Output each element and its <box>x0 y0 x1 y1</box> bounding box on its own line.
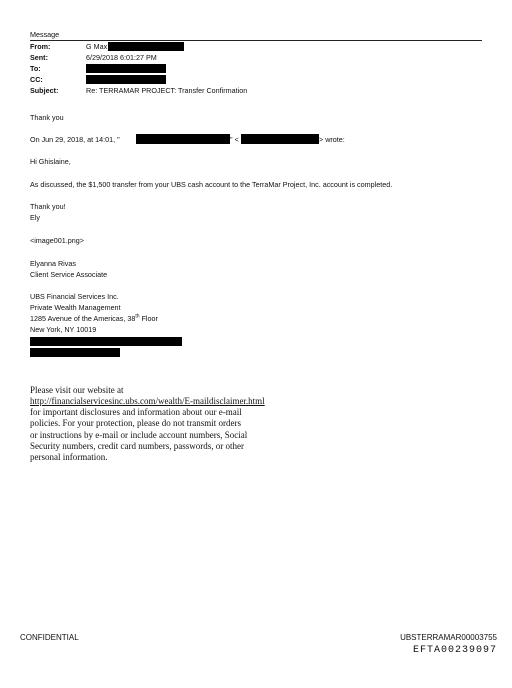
address-line-3-main: 1285 Avenue of the Americas, 38 <box>30 314 136 323</box>
sent-value: 6/29/2018 6:01:27 PM <box>86 53 157 62</box>
address-line-3 <box>30 314 158 323</box>
address-line-3-end: Floor <box>139 314 158 323</box>
quote-prefix: On Jun 29, 2018, at 14:01, " <box>30 135 120 144</box>
cc-label: CC: <box>30 75 43 84</box>
quote-line <box>30 135 120 144</box>
redaction-phone <box>30 337 182 346</box>
disclaimer-line-7: personal information. <box>30 452 108 462</box>
redaction-from-email <box>108 42 184 51</box>
footer-bates-ubs: UBSTERRAMAR00003755 <box>400 633 497 642</box>
redaction-to <box>86 64 166 73</box>
disclaimer-line-5: or instructions by e-mail or include account numbers, Social <box>30 430 248 440</box>
address-line-1: UBS Financial Services Inc. <box>30 292 119 301</box>
from-label: From: <box>30 42 51 51</box>
subject-value: Re: TERRAMAR PROJECT: Transfer Confirmation <box>86 86 248 95</box>
footer-bates-efta: EFTA00239097 <box>412 645 497 656</box>
thanks: Thank you! <box>30 202 66 211</box>
disclaimer-line-1: Please visit our website at <box>30 385 124 395</box>
quote-mid: " < <box>230 135 239 144</box>
image-reference: <image001.png> <box>30 236 84 245</box>
greeting: Hi Ghislaine, <box>30 157 71 166</box>
to-label: To: <box>30 64 41 73</box>
sent-label: Sent: <box>30 53 48 62</box>
redaction-sender-name <box>136 134 230 144</box>
disclaimer-line-6: Security numbers, credit card numbers, passwords, or other <box>30 441 244 451</box>
redaction-email <box>30 348 120 357</box>
address-line-3-sup: th <box>135 313 140 320</box>
footer-confidential: CONFIDENTIAL <box>20 633 79 642</box>
quote-suffix: > wrote: <box>319 135 345 144</box>
signature-name: Elyanna Rivas <box>30 259 76 268</box>
reply-text: Thank you <box>30 113 64 122</box>
subject-label: Subject: <box>30 86 59 95</box>
disclaimer-line-4: policies. For your protection, please do not transmit orders <box>30 418 241 428</box>
disclaimer-link[interactable]: http://financialservicesinc.ubs.com/wealth/E-maildisclaimer.html <box>30 396 265 406</box>
sign-short: Ely <box>30 213 40 222</box>
message-body: As discussed, the $1,500 transfer from your UBS cash account to the TerraMar Project, Inc. account is completed. <box>30 180 393 189</box>
redaction-sender-email <box>241 134 319 144</box>
address-line-2: Private Wealth Management <box>30 303 121 312</box>
signature-title: Client Service Associate <box>30 270 108 279</box>
address-line-4: New York, NY 10019 <box>30 325 97 334</box>
section-label: Message <box>30 30 60 39</box>
header-divider <box>30 40 482 41</box>
redaction-cc <box>86 75 166 84</box>
disclaimer-line-3: for important disclosures and information about our e-mail <box>30 407 242 417</box>
from-value: G Max <box>86 42 108 51</box>
